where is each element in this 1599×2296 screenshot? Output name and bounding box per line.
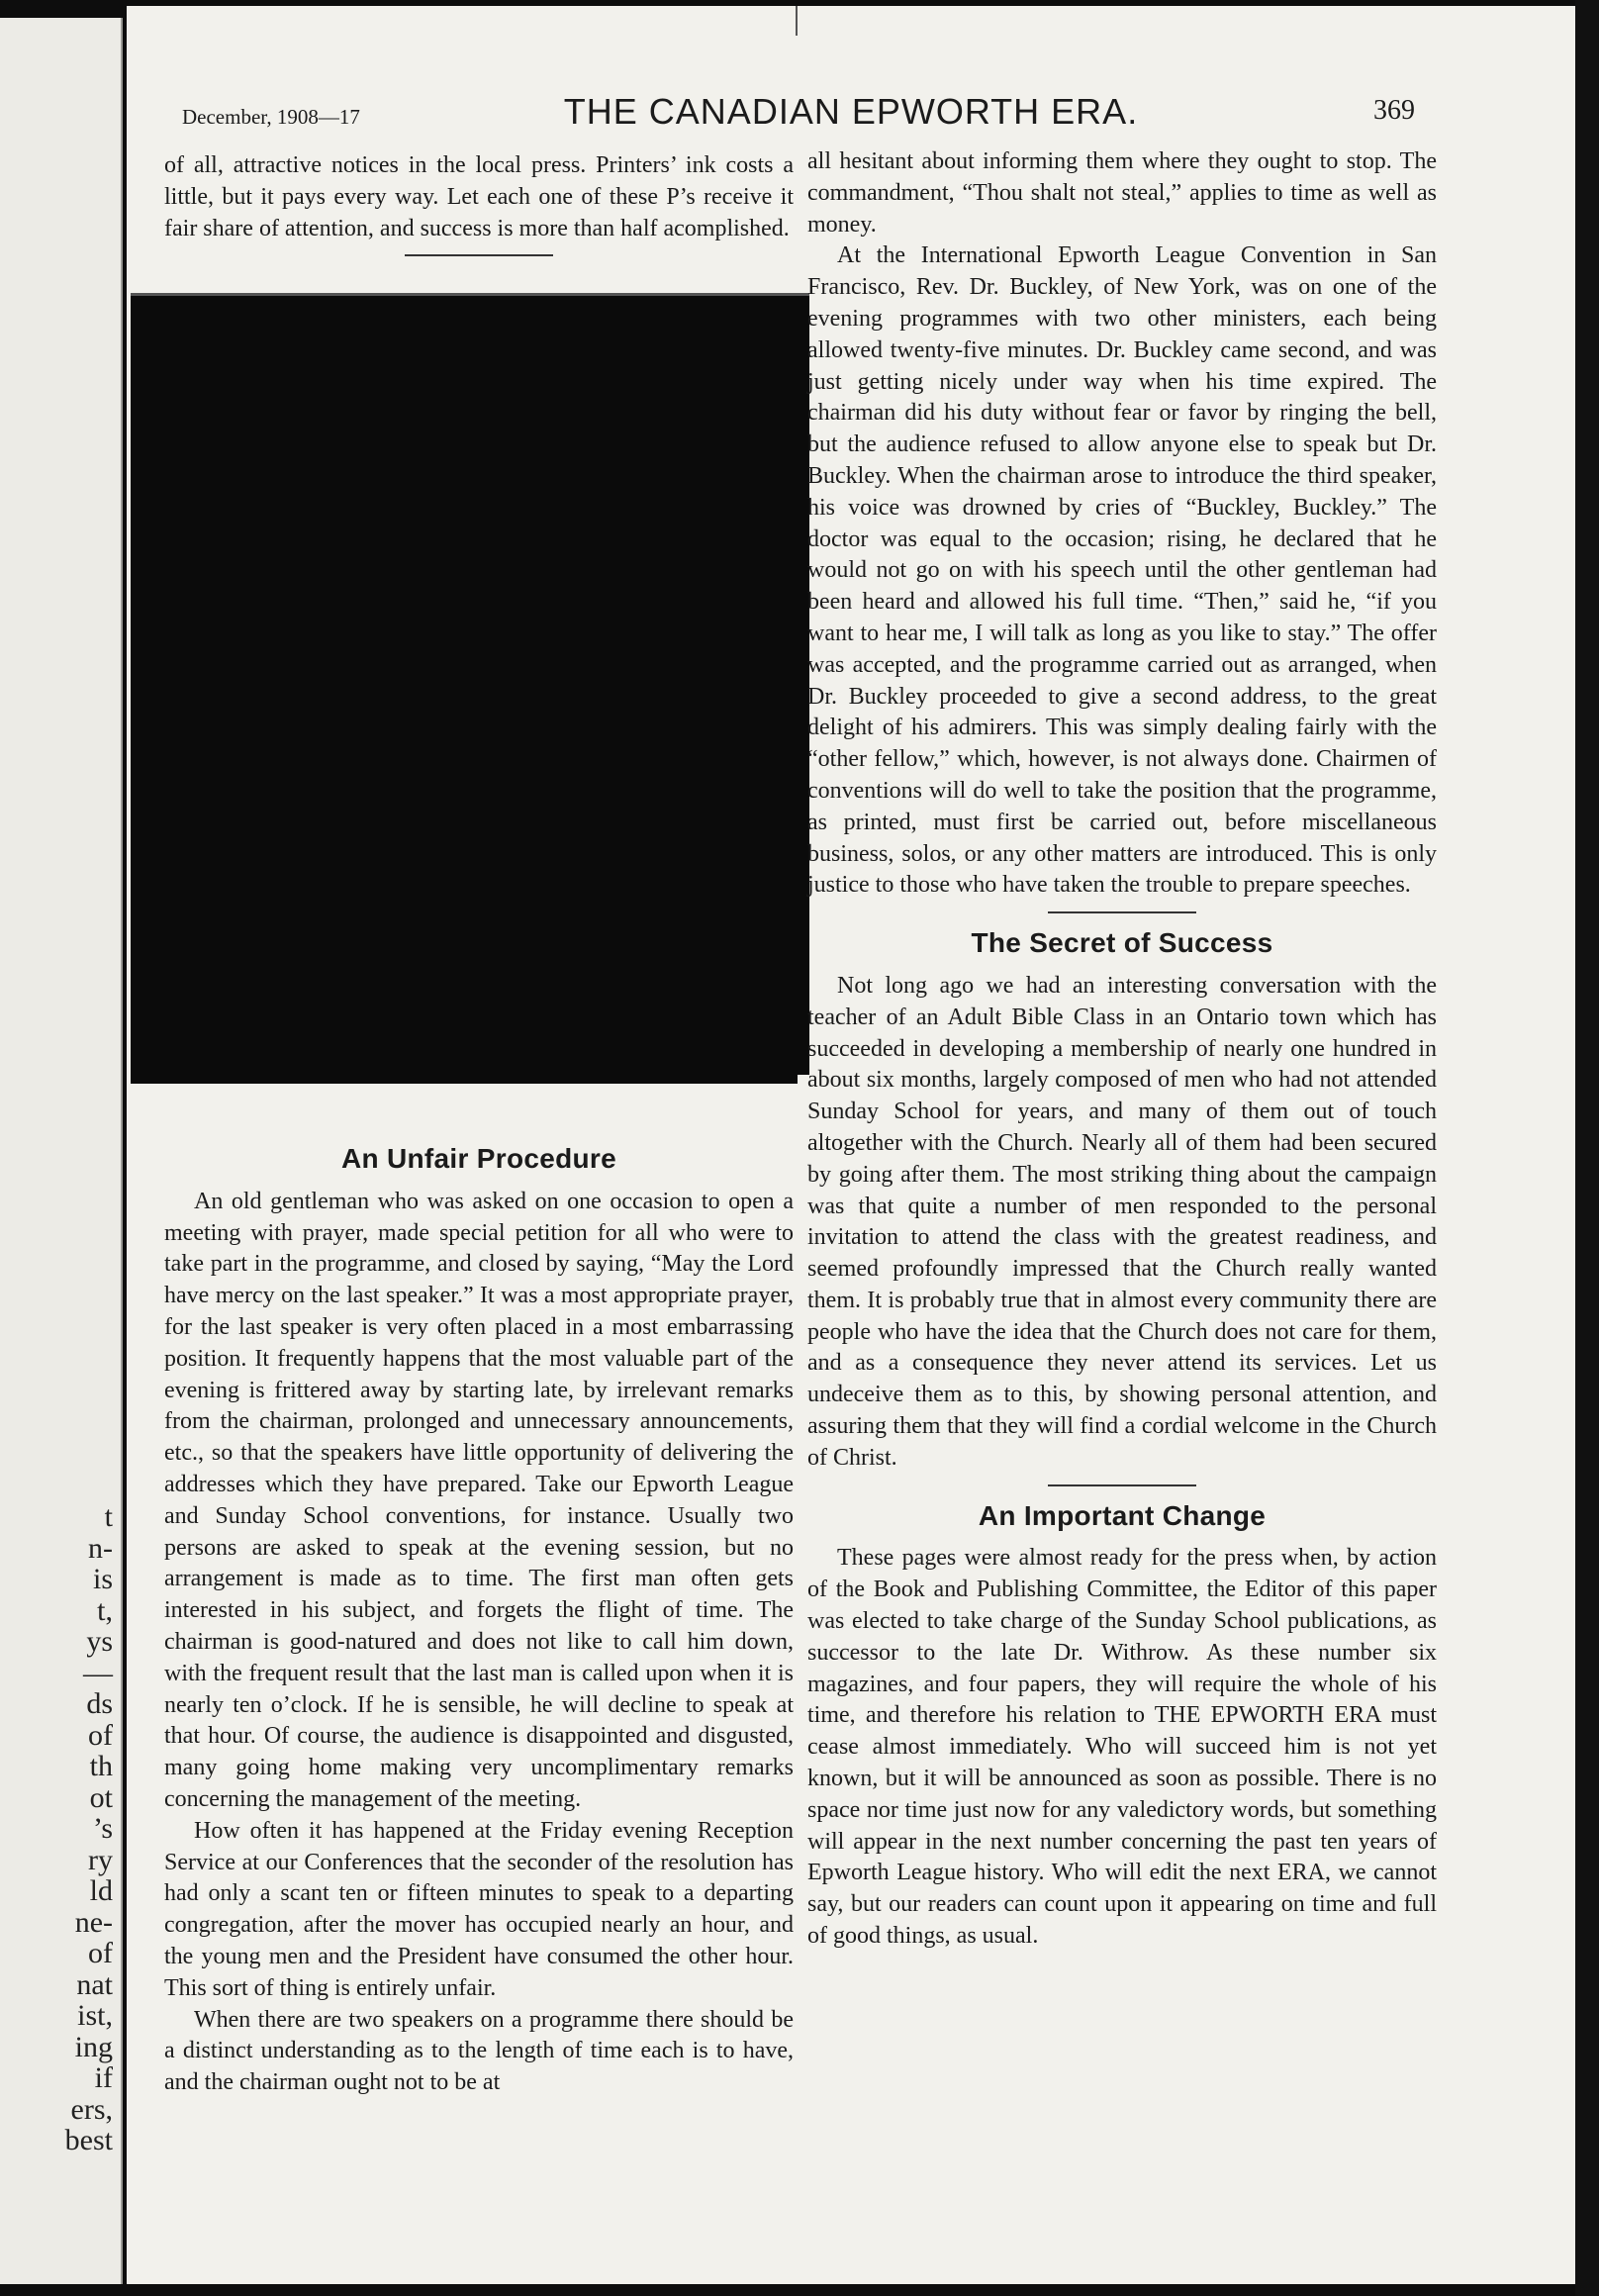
continued-paragraph: of all, attractive notices in the local press. Printers’ ink costs a little, but it pays every way. Let each one of these P’s receive it fair share of attention, and success is more than half acomplished.	[164, 152, 794, 241]
facing-page-fragment: ’s	[92, 1812, 113, 1845]
facing-page-fragment: of	[88, 1937, 113, 1969]
article-paragraph: When there are two speakers on a programme there should be a distinct understanding as to the length of time each is to have, and the chairman ought not to be at	[164, 2006, 794, 2096]
section-divider	[405, 254, 553, 256]
article-paragraph: How often it has happened at the Friday evening Reception Service at our Conferences that the seconder of the resolution has had only a scant ten or fifteen minutes to speak to a departing congregation, after the mover has occupied nearly an hour, and the young men and the President have consumed the other hour. This sort of thing is entirely unfair.	[164, 1817, 794, 2001]
headline-unfair-procedure: An Unfair Procedure	[341, 1143, 616, 1174]
facing-page-fragment: t	[104, 1500, 113, 1533]
facing-page-fragment: —	[83, 1656, 113, 1689]
article-paragraph: Not long ago we had an interesting conversation with the teacher of an Adult Bible Class in an Ontario town which has succeeded in developing a membership of nearly one hundred in about six months, largely composed of men who had not attended Sunday School for years, and many of them out of touch altogether with the Church. Nearly all of them had been secured by going after them. The most striking thing about the campaign was that quite a number of men responded to the personal invitation to attend the class with the greatest readiness, and seemed profoundly impressed that the Church really wanted them. It is probably true that in almost every community there are people who have the idea that the Church does not care for them, and as a consequence they never attend its services. Let us undeceive them as to this, by showing personal attention, and assuring them that they will find a cordial welcome in the Church of Christ.	[807, 972, 1437, 1471]
facing-page-fragment: ry	[88, 1843, 113, 1876]
facing-page-fragment: t,	[97, 1593, 113, 1627]
facing-page-fragment: th	[89, 1750, 113, 1782]
page-number: 369	[1373, 95, 1415, 126]
page-fold-mark	[796, 6, 798, 36]
facing-page-fragment: ist,	[77, 1999, 113, 2032]
article-paragraph: These pages were almost ready for the press when, by action of the Book and Publishing Committee, the Editor of this paper was elected to take charge of the Sunday School publications, as successor to the late Dr. Withrow. As these number six magazines, and four papers, they will require the whole of his time, and therefore his relation to THE EPWORTH ERA must cease almost immediately. Who will succeed him is not yet known, but it will be announced as soon as possible. There is no space nor time just now for any valedictory words, but something will appear in the next number concerning the past ten years of Epworth League history. Who will edit the next ERA, we cannot say, but our readers can count upon it appearing on time and full of good things, as usual.	[807, 1545, 1437, 1950]
continued-paragraph: all hesitant about informing them where they ought to stop. The commandment, “Thou shalt not steal,” applies to time as well as money.	[807, 148, 1437, 238]
issue-date: December, 1908—17	[182, 105, 360, 129]
facing-page-fragment: ne-	[74, 1905, 113, 1939]
article-paragraph: An old gentleman who was asked on one occasion to open a meeting with prayer, made special petition for all who were to take part in the programme, and closed by saying, “May the Lord have mercy on the last speaker.” It was a most appropriate prayer, for the last speaker is very often placed in a most embarrassing position. It frequently happens that the most valuable part of the evening is frittered away by starting late, by irrelevant remarks from the chairman, prolonged and unnecessary announcements, etc., so that the speakers have little opportunity of delivering the addresses which they have prepared. Take our Epworth League and Sunday School conventions, for instance. Usually two persons are asked to speak at the evening session, but no arrangement is made as to time. The first man often gets interested in his subject, and forgets the flight of time. The chairman is good-natured and does not like to call him down, with the frequent result that the last man is called upon when it is nearly ten o’clock. If he is sensible, he will decline to speak at that hour. Of course, the audience is disappointed and disgusted, many going home making very uncomplimentary remarks concerning the management of the meeting.	[164, 1188, 794, 1812]
facing-page-fragment: best	[64, 2124, 113, 2156]
facing-page-fragment: is	[92, 1563, 113, 1595]
facing-page-fragment: n-	[88, 1531, 113, 1565]
facing-page-fragment: of	[88, 1718, 113, 1752]
headline-important-change: An Important Change	[978, 1499, 1267, 1531]
facing-page-fragment: ys	[86, 1625, 113, 1658]
publication-title: THE CANADIAN EPWORTH ERA.	[563, 91, 1139, 132]
article-paragraph: At the International Epworth League Convention in San Francisco, Rev. Dr. Buckley, of New York, was on one of the evening programmes with two other ministers, each being allowed twenty-five minutes. Dr. Buckley came second, and was just getting nicely under way when his time expired. The chairman did his duty without fear or favor by ringing the bell, but the audience refused to allow anyone else to speak but Dr. Buckley. When the chairman arose to introduce the third speaker, his voice was drowned by cries of “Buckley, Buckley.” The doctor was equal to the occasion; rising, he declared that he would not go on with his speech until the other gentleman had been heard and allowed his full time. “Then,” said he, “if you want to hear me, I will talk as long as you like to stay.” The offer was accepted, and the programme carried out as arranged, when Dr. Buckley proceeded to give a second address, to the great delight of his admirers. This was simply dealing fairly with the “other fellow,” which, however, is not always done. Chairmen of conventions will do well to take the position that the programme, as printed, must first be carried out, before miscellaneous business, solos, or any other matters are introduced. This is only justice to those who have taken the trouble to prepare speeches.	[807, 242, 1437, 899]
facing-page-fragment: ers,	[70, 2092, 113, 2126]
facing-page-fragment: ld	[89, 1874, 113, 1907]
facing-page-fragment: ing	[74, 2030, 113, 2063]
right-column	[807, 146, 1437, 1953]
facing-page-fragment: ds	[86, 1687, 113, 1720]
facing-page-fragment: nat	[76, 1967, 113, 2001]
page-header	[127, 85, 1575, 144]
section-divider	[1048, 1484, 1196, 1486]
blacked-out-photo	[131, 293, 809, 1084]
facing-page-fragment: ot	[89, 1780, 113, 1814]
facing-page-fragment: if	[94, 2061, 113, 2094]
magazine-page	[127, 6, 1575, 2284]
scan-border	[1575, 0, 1599, 2296]
facing-page-edge	[0, 18, 123, 2284]
headline-secret-of-success: The Secret of Success	[971, 927, 1273, 959]
section-divider	[1048, 911, 1196, 913]
